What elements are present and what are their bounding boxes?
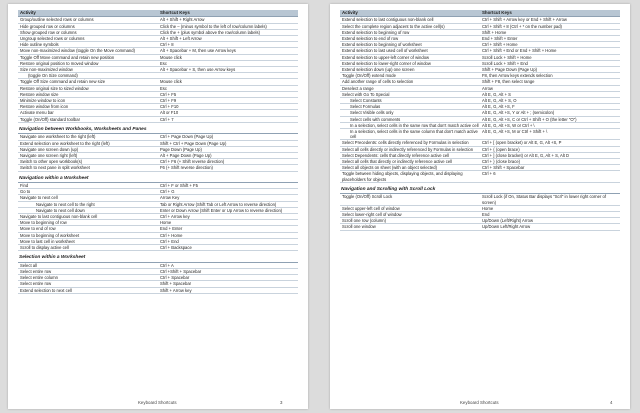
activity-cell: In a selection, select cells in the same column that don't match active cell (350, 129, 478, 140)
shortcut-cell: F6 (+ Shift reverse direction) (160, 165, 213, 171)
activity-cell: Extend selection down (up) one screen (342, 67, 415, 73)
activity-cell: Select Dependents: cells that directly reference active cell (342, 152, 450, 158)
shortcut-cell: Ctrl + 6 (482, 171, 496, 177)
shortcut-cell: Ctrl + Shift + Spacebar (482, 165, 525, 171)
shortcut-cell: End + Shift + Enter (482, 36, 518, 41)
activity-cell: Extend selection one worksheet to the right (left) (20, 140, 110, 146)
page-number: 4 (610, 400, 613, 405)
activity-cell: Deselect a range (342, 85, 374, 91)
shortcut-cell: Alt E, G, Alt +S, F (482, 104, 515, 110)
shortcut-cell: Ctrl + ] (close bracket) or Alt E, G, Alt + S, Alt D (482, 152, 570, 158)
shortcut-cell: Ctrl + End (160, 238, 179, 244)
shortcut-cell: Ctrl + F9 (160, 98, 177, 104)
footer-label: Keyboard Shortcuts (138, 400, 177, 405)
shortcut-cell: Click the + (plus symbol above the row/column labels) (160, 29, 260, 35)
shortcut-cell: Alt E, G, Alt +S, W or Ctrl + \ (482, 122, 535, 128)
activity-cell: Hide grouped row or columns (20, 23, 75, 29)
activity-cell: Select all cells directly or indirectly referenced by Formulas in selection (342, 146, 474, 152)
shortcut-cell: Ctrl + Shift + End or End + Shift + Home (482, 48, 557, 54)
page-number: 3 (280, 400, 283, 405)
activity-cell: Navigate one screen down (up) (20, 146, 79, 152)
activity-cell: Move to last cell in worksheet (20, 238, 75, 244)
shortcut-cell: Ctrl + Home (160, 232, 183, 238)
shortcut-cell: Ctrl + Shift + Home (482, 42, 518, 48)
right-sections (340, 187, 620, 231)
activity-cell: Activate menu bar (20, 110, 54, 116)
shortcut-cell: Tab or Right Arrow (Shift Tab or Left Arrow to reverse direction) (160, 201, 277, 207)
shortcut-cell: Ctrl + G (160, 189, 175, 195)
section-title: Navigation and Scrolling with Scroll Lock (341, 186, 436, 192)
activity-cell: Switch to other open workbook(s) (20, 159, 83, 165)
shortcut-cell: Esc (160, 85, 167, 91)
shortcut-cell: Shift + Home (482, 29, 507, 35)
activity-header: Activity (342, 10, 358, 15)
shortcut-cell: Ctrl + Spacebar (160, 275, 190, 281)
activity-cell: Add another range of cells to selection (342, 79, 414, 85)
activity-cell: Navigate one worksheet to the right (left) (20, 134, 96, 140)
activity-cell: Scroll one row (column) (342, 218, 386, 224)
shortcut-cell: Ctrl + A (160, 262, 174, 268)
activity-cell: Minimize window to icon (20, 98, 66, 104)
shortcut-cell: Alt + Page Down (Page Up) (160, 152, 212, 158)
shortcut-cell: Ctrl + Shift + Arrow key or End + Shift + Arrow (482, 17, 567, 23)
activity-cell: Extend selection to end of row (342, 36, 399, 41)
shortcut-cell (158, 73, 298, 78)
shortcut-cell: Ctrl + [ (open bracket) or Alt E, G, Alt +S, P (482, 140, 562, 146)
shortcut-cell: F8, then Arrow keys extends selection (482, 73, 553, 79)
shortcut-cell: Up/Down Left/Right Arrow (482, 224, 531, 230)
shortcut-cell: Page Down (Page Up) (160, 146, 202, 152)
activity-cell: Select with Go To Special (342, 91, 390, 97)
footer-label: Keyboard Shortcuts (460, 400, 499, 405)
activity-cell: (toggle On Size command) (28, 73, 78, 79)
shortcut-cell: Ctrl + } (close brace) (482, 159, 521, 165)
activity-cell: Toggle (On/Off) extend mode (342, 73, 396, 79)
activity-cell: Move non-maximized window (toggle On the Move command) (20, 48, 135, 54)
shortcut-cell: Alt E, G, Alt + S (482, 91, 511, 97)
shortcut-cell: Ctrl + 7 (160, 116, 174, 122)
table-header (18, 10, 298, 17)
activity-cell: Move to beginning of worksheet (20, 232, 80, 238)
activity-cell: Select all objects on sheet (with an object selected) (342, 165, 437, 171)
shortcut-cell: Esc (160, 60, 167, 66)
activity-cell: Select all cells that directly or indirectly reference active cell (342, 159, 453, 165)
shortcut-cell: Alt + Spacebar + S, then use Arrow keys (160, 67, 236, 73)
activity-cell: Extend selection to beginning of row (342, 29, 410, 35)
activity-cell: Extend selection to upper-left corner of window (342, 54, 430, 60)
activity-cell: Select entire column (20, 275, 58, 281)
shortcut-cell: Home (482, 205, 494, 211)
section-title: Selection within a Worksheet (19, 255, 86, 261)
activity-cell: Switch to next pane in split worksheet (20, 165, 90, 171)
left-top-rows (18, 17, 298, 122)
activity-cell: Scroll one window (342, 224, 376, 230)
shortcut-cell: Ctrl + F5 (160, 91, 177, 97)
shortcut-cell: Ctrl +Shift + Spacebar (160, 269, 202, 274)
table-row (340, 171, 620, 182)
activity-cell: Navigate to last contiguous non-blank cell (20, 214, 98, 220)
shortcut-cell: End (482, 211, 490, 217)
shortcut-cell: Mouse click (160, 54, 182, 60)
shortcut-cell: Shift + Ctrl + Page Down (Page Up) (160, 140, 227, 146)
table-row (18, 117, 298, 123)
shortcut-cell: Ctrl + { (open brace) (482, 146, 520, 152)
shortcut-cell: Alt E, G, Alt + S, O (482, 98, 517, 104)
section-title: Navigation within a Worksheet (19, 175, 89, 181)
shortcut-cell: Arrow (482, 85, 493, 91)
shortcut-cell: Alt E, G, Alt +S, C or Ctrl + Shift + O (the letter "O") (482, 116, 577, 122)
activity-cell: Toggle Off Move command and retain new position (20, 54, 115, 60)
left-page (8, 4, 308, 409)
left-page-content (18, 10, 298, 294)
table-row (340, 224, 620, 230)
shortcut-cell: Ctrl + Backspace (160, 245, 192, 251)
shortcut-cell: Ctrl + 8 (160, 42, 174, 48)
shortcut-cell: Shift + Page Down (Page Up) (482, 67, 538, 73)
shortcut-cell: Alt E, G, Alt +S, Y or Alt + ; (semicolon) (482, 110, 555, 116)
activity-cell: Select Formulas (350, 104, 381, 110)
shortcut-cell: Home (160, 220, 172, 226)
activity-cell: Extend selection to lower-right corner of window (342, 60, 431, 66)
activity-cell: Restore original size to sized window (20, 85, 89, 91)
activity-cell: Select entire row (20, 269, 52, 274)
shortcut-cell: Enter or Down Arrow (Shift Enter or Up Arrow to reverse direction) (160, 207, 283, 213)
activity-cell: Select cells with comments (350, 116, 401, 122)
activity-cell: Select upper-left cell of window (342, 205, 400, 211)
table-row (18, 165, 298, 171)
activity-cell: Select lower-right cell of window (342, 211, 402, 217)
table-row (18, 288, 298, 294)
shortcut-cell: Arrow Key (160, 195, 180, 201)
activity-cell: Toggle (On/Off) standard toolbar (20, 116, 80, 122)
activity-cell: Select all (20, 262, 37, 268)
activity-cell: Select Visible cells only (350, 110, 394, 116)
shortcut-cell: Shift + Arrow key (160, 287, 192, 293)
activity-cell: Restore window from icon (20, 104, 69, 110)
left-sections (18, 127, 298, 294)
shortcut-keys-header: Shortcut Keys (482, 10, 512, 15)
activity-cell: Move to end of row (20, 226, 56, 232)
shortcut-cell: Click the – (minus symbol to the left of row/column labels) (160, 23, 267, 29)
section-title: Navigation between Workbooks, Worksheets and Panes (19, 126, 147, 132)
activity-cell: Restore original position to moved window (20, 60, 99, 66)
activity-cell: Select the complete region adjacent to the active cell(s) (342, 23, 445, 29)
activity-cell: Hide outline symbols (20, 42, 59, 48)
right-page-content (340, 10, 620, 231)
activity-cell: Restore window size (20, 91, 59, 97)
shortcut-cell: Mouse click (160, 79, 182, 85)
shortcut-cell: Ctrl + F6 (+ Shift reverse direction) (160, 159, 225, 165)
table-row (340, 194, 620, 205)
shortcut-cell: Alt + Shift + Left Arrow (160, 36, 202, 41)
shortcut-cell: End + Enter (160, 226, 183, 232)
activity-cell: Extend selection to beginning of worksheet (342, 42, 422, 48)
table-header (340, 10, 620, 17)
shortcut-keys-header: Shortcut Keys (160, 10, 190, 15)
shortcut-cell: Scroll Lock + Shift + Home (482, 54, 532, 60)
shortcut-cell: Ctrl + F or Shift + F5 (160, 183, 198, 189)
activity-cell: Navigate to next cell (20, 195, 58, 201)
activity-cell: Toggle between hiding objects, displaying objects, and displaying placeholders for objects (342, 171, 463, 182)
activity-cell: Show grouped row or columns (20, 29, 77, 35)
shortcut-cell: Shift + Spacebar (160, 281, 192, 287)
activity-cell: Navigate to next cell down (36, 207, 85, 213)
activity-cell: Scroll to display active cell (20, 245, 69, 251)
right-top-rows (340, 17, 620, 182)
activity-cell: Extend selection to last contiguous non-blank cell (342, 17, 434, 23)
activity-cell: Navigate to next cell to the right (36, 201, 95, 207)
shortcut-cell: Alt + Shift + Right Arrow (160, 17, 205, 23)
activity-cell: Toggle Off Size command and retain new size (20, 79, 106, 85)
table-row (18, 245, 298, 251)
activity-cell: Select Precedents: cells directly referenced by Formulas in selection (342, 140, 469, 146)
right-page (330, 4, 630, 409)
activity-cell: Navigate one screen right (left) (20, 152, 78, 158)
shortcut-cell: Shift + F8, then select range (482, 79, 535, 85)
activity-cell: Size non-maximized window (20, 67, 73, 73)
activity-cell: Extend selection to next cell (20, 287, 72, 293)
shortcut-cell: Ctrl + Shift + 8 (Ctrl + * on the number pad) (482, 23, 562, 29)
shortcut-cell: Scroll Lock + Shift + End (482, 60, 528, 66)
shortcut-cell: Alt E, G, Alt +S, M or Ctrl + Shift + \ (482, 129, 548, 135)
shortcut-cell: Alt or F10 (160, 110, 179, 116)
shortcut-cell: Ctrl + Arrow key (160, 214, 190, 220)
activity-cell: Ungroup selected rows or columns (20, 36, 85, 41)
shortcut-cell: Up/Down (Left/Right) Arrow (482, 218, 533, 224)
shortcut-cell: Scroll Lock (if On, Status Bar displays "Scrl" in lower right corner of screen) (482, 194, 606, 205)
table-row (340, 129, 620, 140)
activity-cell: Go to (20, 189, 31, 195)
activity-cell: In a selection, select cells in the same row that don't match active cell (350, 122, 479, 128)
activity-cell: Toggle (On/Off) Scroll Lock (342, 194, 393, 200)
activity-cell: Select Constants (350, 98, 382, 104)
activity-header: Activity (20, 10, 36, 15)
shortcut-cell: Ctrl + Page Down (Page Up) (160, 134, 214, 140)
activity-cell: Group/outline selected rows or columns (20, 17, 94, 23)
activity-cell: Find (20, 183, 29, 189)
shortcut-cell: Alt + Spacebar + M, then use Arrow keys (160, 48, 236, 54)
activity-cell: Extend selection to last used cell of worksheet (342, 48, 428, 54)
shortcut-cell: Ctrl + F10 (160, 104, 179, 110)
activity-cell: Move to beginning of row (20, 220, 67, 226)
activity-cell: Select entire row (20, 281, 52, 287)
